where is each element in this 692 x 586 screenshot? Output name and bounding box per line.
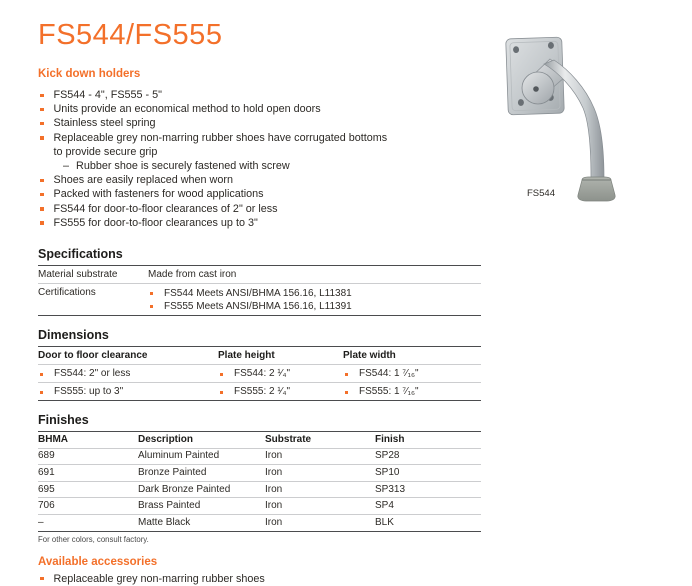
finishes-heading: Finishes [38, 413, 89, 428]
kick-down-holder-photo-icon [488, 26, 658, 211]
bullet-icon [345, 373, 348, 376]
bullet-icon [40, 179, 44, 183]
bullet-icon [150, 292, 153, 295]
accessories-section [38, 556, 482, 586]
bullet-icon [40, 136, 44, 140]
specifications-section [38, 247, 482, 316]
bullet-icon [40, 221, 44, 225]
accessories-heading: Available accessories [38, 555, 158, 568]
specifications-heading: Specifications [38, 247, 123, 262]
product-caption: FS544 [527, 188, 555, 199]
dash-icon: – [63, 160, 70, 173]
dimensions-table [38, 346, 481, 401]
bullet-icon [40, 391, 43, 394]
finishes-table [38, 431, 481, 532]
feature-item: Units provide an economical method to hold open doors [38, 102, 458, 116]
bullet-icon [40, 122, 44, 126]
finishes-footnote: For other colors, consult factory. [38, 534, 149, 544]
table-header-row: BHMA Description Substrate Finish [38, 433, 405, 445]
feature-item: FS555 for door-to-floor clearances up to 3" [38, 216, 458, 230]
table-row: Certifications FS544 Meets ANSI/BHMA 156.16, L11381 FS555 Meets ANSI/BHMA 156.16, L11391 [38, 283, 481, 315]
table-row: FS544: 2" or less FS544: 2 ¹⁄₄" FS544: 1 ⁷⁄₁₆" [38, 364, 481, 382]
bullet-icon [150, 305, 153, 308]
finishes-section [38, 413, 482, 544]
page-subtitle: Kick down holders [38, 68, 141, 80]
dimensions-section [38, 328, 482, 401]
table-header-row: Door to floor clearance Plate height Plate width [38, 349, 396, 361]
feature-item: Packed with fasteners for wood applications [38, 187, 458, 201]
feature-item: Stainless steel spring [38, 116, 458, 130]
table-row: 689 Aluminum Painted Iron SP28 [38, 448, 481, 465]
feature-item: Replaceable grey non-marring rubber shoes have corrugated bottoms to provide secure grip [38, 131, 458, 159]
bullet-icon [220, 373, 223, 376]
bullet-icon [220, 391, 223, 394]
page-title: FS544/FS555 [38, 19, 223, 51]
product-figure [488, 26, 658, 211]
feature-subitem: – Rubber shoe is securely fastened with screw [63, 160, 290, 173]
table-row: 691 Bronze Painted Iron SP10 [38, 464, 481, 481]
bullet-icon [40, 108, 44, 112]
specifications-table [38, 265, 481, 316]
table-row: FS555: up to 3" FS555: 2 ¹⁄₄" FS555: 1 ⁷⁄₁₆" [38, 382, 481, 400]
bullet-icon [40, 373, 43, 376]
feature-item: FS544 - 4", FS555 - 5" [38, 88, 458, 102]
feature-item: Shoes are easily replaced when worn [38, 173, 458, 187]
bullet-icon [345, 391, 348, 394]
table-row: 695 Dark Bronze Painted Iron SP313 [38, 481, 481, 498]
list-item: Replaceable grey non-marring rubber shoes [38, 572, 482, 586]
bullet-icon [40, 207, 44, 211]
table-row: Material substrate Made from cast iron [38, 268, 237, 280]
dimensions-heading: Dimensions [38, 328, 109, 343]
bullet-icon [40, 193, 44, 197]
feature-list [38, 88, 458, 230]
table-row: 706 Brass Painted Iron SP4 [38, 497, 481, 514]
bullet-icon [40, 577, 44, 581]
bullet-icon [40, 94, 44, 98]
feature-item: FS544 for door-to-floor clearances of 2" or less [38, 202, 458, 216]
table-row: – Matte Black Iron BLK [38, 514, 481, 531]
accessories-list [38, 572, 482, 586]
